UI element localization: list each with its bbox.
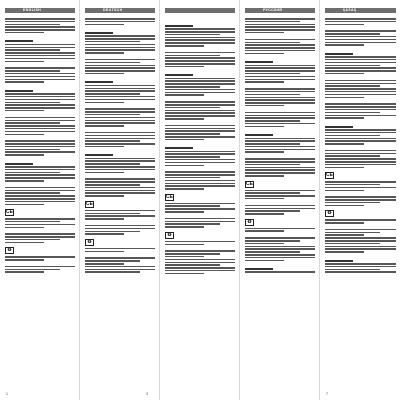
recycling-bin-icon: ♻	[85, 239, 94, 246]
ce-mark-icon	[325, 172, 334, 179]
language-heading: РУССКИЙ	[263, 8, 283, 12]
column-2	[80, 0, 160, 400]
language-tab	[245, 8, 315, 13]
text-block	[245, 18, 315, 273]
recycling-bin-icon: ♻	[5, 247, 14, 254]
language-tab	[5, 8, 75, 13]
recycling-bin-icon: ♻	[245, 219, 254, 226]
text-block	[325, 18, 396, 273]
column-5	[320, 0, 400, 400]
ce-mark-icon	[245, 181, 254, 188]
ce-mark-icon	[165, 194, 174, 201]
page-number: 3	[146, 392, 148, 396]
language-heading: DEUTSCH	[103, 8, 123, 12]
column-3	[160, 0, 240, 400]
page-number: 1	[6, 392, 8, 396]
text-block	[85, 18, 155, 273]
language-heading: ҚАЗАҚ	[343, 8, 357, 12]
ce-mark-text: CE	[6, 209, 13, 216]
ce-mark-icon	[85, 201, 94, 208]
page-number: 7	[326, 392, 328, 396]
text-block	[165, 18, 235, 274]
recycling-bin-icon: ♻	[325, 210, 334, 217]
column-4	[240, 0, 320, 400]
language-tab	[325, 8, 396, 13]
language-tab	[165, 8, 235, 13]
ce-mark-text: CE	[326, 172, 333, 179]
ce-mark-text: CE	[166, 193, 173, 200]
ce-mark-text: CE	[246, 180, 253, 187]
text-block	[5, 18, 75, 273]
recycling-bin-icon: ♻	[165, 232, 174, 239]
language-heading: ENGLISH	[23, 8, 42, 12]
language-tab	[85, 8, 155, 13]
ce-mark-icon	[5, 209, 14, 216]
ce-mark-text: CE	[86, 200, 93, 207]
column-1	[0, 0, 80, 400]
